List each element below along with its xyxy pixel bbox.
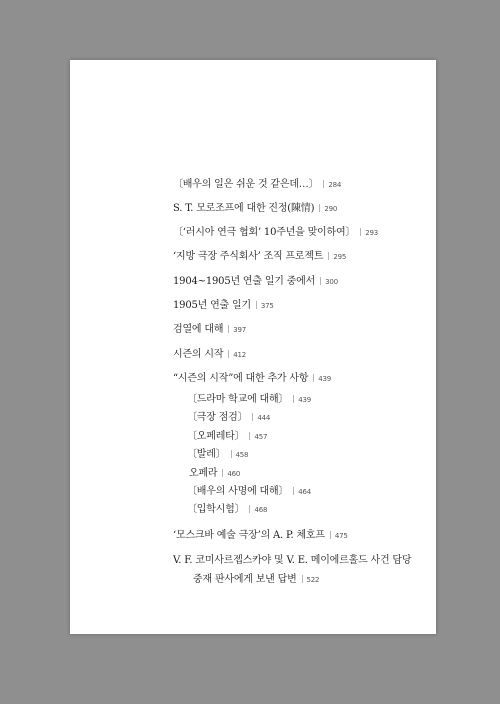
toc-entry <box>173 179 341 191</box>
toc-entry-page: 468 <box>254 506 268 514</box>
toc-entry-page: 439 <box>318 375 332 383</box>
toc-entry-page: 295 <box>333 253 347 261</box>
toc-entry-title: 〔드라마 학교에 대해〕 <box>187 394 289 405</box>
toc-entry-continuation <box>193 574 319 586</box>
toc-entry-page: 375 <box>260 302 274 310</box>
toc-subentry <box>187 412 270 424</box>
page-separator <box>249 505 250 513</box>
toc-entry <box>173 227 378 239</box>
toc-entry-title: 검열에 대해 <box>173 324 224 335</box>
toc-entry-title: ‘지방 극장 주식회사’ 조직 프로젝트 <box>173 251 324 262</box>
page-separator <box>323 180 324 188</box>
toc-entry-title: ‘모스크바 예술 극장’의 A. P. 체호프 <box>173 530 325 541</box>
toc-entry-title: 〔배우의 일은 쉬운 것 같은데…〕 <box>173 179 319 190</box>
toc-entry-title: 오페라 <box>189 468 218 479</box>
toc-entry <box>173 251 346 263</box>
toc-entry-page: 460 <box>227 470 241 478</box>
page-separator <box>302 575 303 583</box>
toc-entry-title: 〔극장 점검〕 <box>187 412 248 423</box>
toc-entry-page: 300 <box>325 278 338 286</box>
toc-entry <box>173 203 337 215</box>
page-separator <box>313 374 314 382</box>
toc-entry <box>173 300 274 312</box>
page-separator <box>360 228 361 236</box>
page-separator <box>249 432 250 440</box>
toc-entry <box>173 373 331 385</box>
page-separator <box>252 413 253 421</box>
toc-entry <box>173 349 246 361</box>
toc-entry <box>173 276 338 288</box>
toc-entry-page: 522 <box>306 576 320 584</box>
toc-entry-page: 293 <box>365 229 379 237</box>
toc-entry <box>173 555 411 567</box>
toc-entry-title: 1905년 연출 일기 <box>173 300 251 311</box>
toc-subentry <box>187 394 311 406</box>
page-separator <box>228 325 229 333</box>
toc-subentry <box>189 468 240 480</box>
toc-entry-title: 〔‘러시아 연극 협회’ 10주년을 맞이하여〕 <box>173 227 356 238</box>
page-separator <box>293 395 294 403</box>
page-separator <box>231 450 232 458</box>
toc-entry <box>173 324 246 336</box>
toc-subentry <box>187 449 248 461</box>
toc-entry-title: 〔입학시험〕 <box>187 504 245 515</box>
toc-entry-page: 444 <box>257 414 271 422</box>
toc-entry-title: V. F. 코미사르젭스카야 및 V. E. 메이에르홀드 사건 담당 <box>173 555 412 566</box>
toc-entry-title: 1904~1905년 연출 일기 중에서 <box>173 276 316 287</box>
page-separator <box>319 204 320 212</box>
toc-entry-page: 458 <box>235 451 249 459</box>
toc-entry-title: 〔배우의 사명에 대해〕 <box>187 486 289 497</box>
toc-entry-page: 290 <box>324 205 338 213</box>
table-of-contents <box>70 60 436 634</box>
toc-entry-title: 시즌의 시작 <box>173 349 224 360</box>
toc-entry-page: 284 <box>328 181 342 189</box>
toc-subentry <box>187 504 267 516</box>
toc-entry-page: 397 <box>233 326 247 334</box>
page-separator <box>228 350 229 358</box>
toc-entry-page: 439 <box>298 396 312 404</box>
toc-entry <box>173 530 348 542</box>
page-separator <box>256 301 257 309</box>
toc-entry-title: “시즌의 시작”에 대한 추가 사항 <box>173 373 309 384</box>
toc-entry-title: 〔발레〕 <box>187 449 226 460</box>
toc-entry-page: 457 <box>254 433 268 441</box>
toc-entry-page: 412 <box>233 351 247 359</box>
toc-entry-title: S. T. 모로조프에 대한 진정(陳情) <box>173 203 315 214</box>
toc-subentry <box>187 431 267 443</box>
toc-subentry <box>187 486 311 498</box>
page-separator <box>222 469 223 477</box>
toc-entry-title: 〔오페레타〕 <box>187 431 245 442</box>
page-separator <box>293 487 294 495</box>
book-page <box>70 60 436 634</box>
toc-entry-page: 464 <box>298 488 312 496</box>
toc-entry-page: 475 <box>334 532 348 540</box>
toc-entry-title: 중재 판사에게 보낸 답변 <box>193 574 297 585</box>
page-separator <box>328 252 329 260</box>
page-separator <box>330 531 331 539</box>
page-separator <box>320 277 321 285</box>
